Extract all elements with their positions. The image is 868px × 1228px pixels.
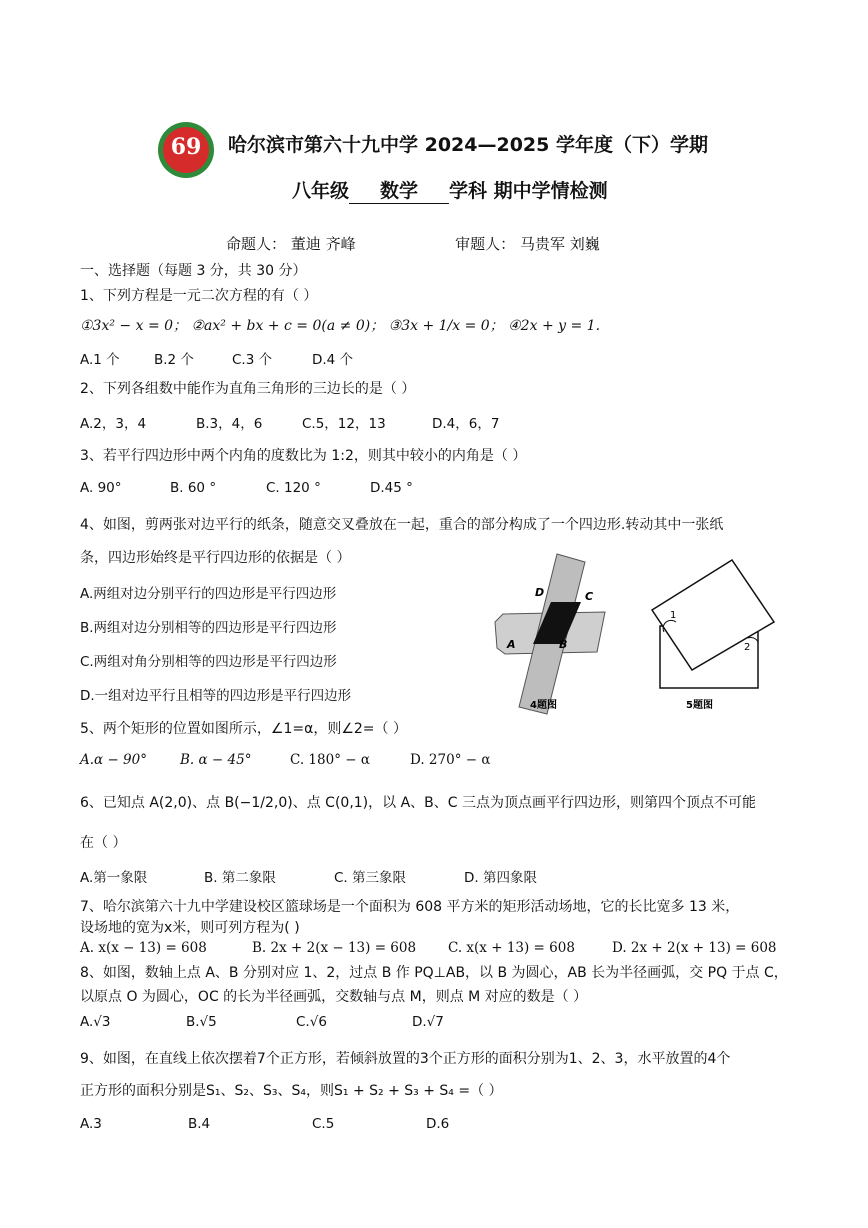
author-line [226, 233, 600, 254]
logo-text: 69 [170, 134, 202, 160]
q8-option-d: D.√7 [412, 1014, 444, 1030]
q4-option-a: A.两组对边分别平行的四边形是平行四边形 [80, 586, 337, 602]
q5-stem: 5、两个矩形的位置如图所示，∠1=α，则∠2=（ ） [80, 721, 407, 737]
q6-option-b: B. 第二象限 [204, 870, 276, 886]
q5-option-c: C. 180° − α [290, 752, 370, 768]
figure-5-caption: 5题图 [686, 700, 713, 711]
q6-stem-line1: 6、已知点 A(2,0)、点 B(−1/2,0)、点 C(0,1)，以 A、B、C 三点为顶点画平行四边形，则第四个顶点不可能 [80, 795, 756, 811]
q7-stem-line1: 7、哈尔滨第六十九中学建设校区篮球场是一个面积为 608 平方米的矩形活动场地，它的长比宽多 13 米， [80, 899, 740, 915]
q3-option-a: A. 90° [80, 480, 122, 496]
q2-stem: 2、下列各组数中能作为直角三角形的三边长的是（ ） [80, 381, 416, 397]
q4-stem-line2: 条，四边形始终是平行四边形的依据是（ ） [80, 550, 351, 566]
q4-option-c: C.两组对角分别相等的四边形是平行四边形 [80, 654, 337, 670]
q6-option-a: A.第一象限 [80, 870, 148, 886]
q1-option-c: C.3 个 [232, 352, 273, 368]
q7-option-b: B. 2x + 2(x − 13) = 608 [252, 940, 417, 956]
q9-stem-line1: 9、如图，在直线上依次摆着7个正方形，若倾斜放置的3个正方形的面积分别为1、2、3，水平放置的4个 [80, 1051, 731, 1067]
author-label: 命题人： [226, 235, 287, 253]
q2-option-b: B.3，4，6 [196, 416, 263, 432]
q9-option-d: D.6 [426, 1116, 450, 1132]
q2-option-c: C.5，12，13 [302, 416, 386, 432]
q4-option-b: B.两组对边分别相等的四边形是平行四边形 [80, 620, 337, 636]
grade-label: 八年级 [292, 180, 350, 202]
q7-option-c: C. x(x + 13) = 608 [448, 940, 575, 956]
exam-title: 哈尔滨市第六十九中学 2024—2025 学年度（下）学期 [228, 134, 708, 156]
q7-option-a: A. x(x − 13) = 608 [80, 940, 207, 956]
reviewer-names: 马贵军 刘巍 [519, 235, 600, 253]
q8-stem-line2: 以原点 O 为圆心，OC 的长为半径画弧，交数轴与点 M，则点 M 对应的数是（ ） [80, 989, 588, 1005]
subject-label: 数学 [380, 180, 419, 202]
logo-emblem [163, 127, 209, 173]
q6-option-d: D. 第四象限 [464, 870, 537, 886]
figure-5-drawing [648, 552, 778, 717]
q4-stem-line1: 4、如图，剪两张对边平行的纸条，随意交叉叠放在一起，重合的部分构成了一个四边形.转动其中一张纸 [80, 517, 724, 533]
reviewer-label: 审题人： [455, 235, 516, 253]
q3-option-d: D.45 ° [370, 480, 413, 496]
q8-stem-line1: 8、如图，数轴上点 A、B 分别对应 1、2，过点 B 作 PQ⊥AB，以 B 为圆心，AB 长为半径画弧，交 PQ 于点 C， [80, 965, 788, 981]
label-d: D [535, 586, 545, 599]
q8-option-a: A.√3 [80, 1014, 111, 1030]
q5-option-b: B. α − 45° [180, 752, 252, 768]
label-b: B [559, 638, 568, 651]
q8-option-c: C.√6 [296, 1014, 327, 1030]
figure-4 [485, 552, 610, 717]
q9-option-b: B.4 [188, 1116, 211, 1132]
q1-equations: ①3x² − x = 0； ②ax² + bx + c = 0(a ≠ 0)； ③3x + 1/x = 0； ④2x + y = 1. [80, 318, 601, 334]
q4-option-d: D.一组对边平行且相等的四边形是平行四边形 [80, 688, 352, 704]
figure-4-caption: 4题图 [530, 700, 557, 711]
q1-option-a: A.1 个 [80, 352, 120, 368]
q7-option-d: D. 2x + 2(x + 13) = 608 [612, 940, 777, 956]
angle-2-label: 2 [744, 642, 751, 653]
q3-stem: 3、若平行四边形中两个内角的度数比为 1:2，则其中较小的内角是（ ） [80, 448, 527, 464]
figure-4-drawing [485, 552, 610, 717]
label-c: C [585, 590, 594, 603]
school-logo [158, 122, 214, 178]
q1-option-d: D.4 个 [312, 352, 354, 368]
q6-option-c: C. 第三象限 [334, 870, 407, 886]
q9-option-a: A.3 [80, 1116, 102, 1132]
q5-option-d: D. 270° − α [410, 752, 491, 768]
q9-stem-line2: 正方形的面积分别是S₁、S₂、S₃、S₄，则S₁ + S₂ + S₃ + S₄ =（ ） [80, 1083, 503, 1099]
exam-subtitle [292, 176, 608, 204]
author-names: 董迪 齐峰 [290, 235, 356, 253]
angle-1-label: 1 [670, 610, 677, 621]
q9-option-c: C.5 [312, 1116, 335, 1132]
q1-option-b: B.2 个 [154, 352, 194, 368]
q2-option-a: A.2，3，4 [80, 416, 147, 432]
q8-option-b: B.√5 [186, 1014, 217, 1030]
figure-5 [648, 552, 778, 717]
section-title: 一、选择题（每题 3 分，共 30 分） [80, 263, 307, 279]
subtitle-tail: 学科 期中学情检测 [449, 180, 608, 202]
q1-stem: 1、下列方程是一元二次方程的有（ ） [80, 288, 318, 304]
q3-option-b: B. 60 ° [170, 480, 217, 496]
q7-stem-line2: 设场地的宽为x米，则可列方程为( ) [80, 920, 300, 936]
label-a: A [507, 638, 516, 651]
q2-option-d: D.4，6，7 [432, 416, 500, 432]
q6-stem-line2: 在（ ） [80, 835, 127, 851]
q5-option-a: A.α − 90° [80, 752, 147, 768]
q3-option-c: C. 120 ° [266, 480, 321, 496]
subject-blank [349, 176, 449, 204]
